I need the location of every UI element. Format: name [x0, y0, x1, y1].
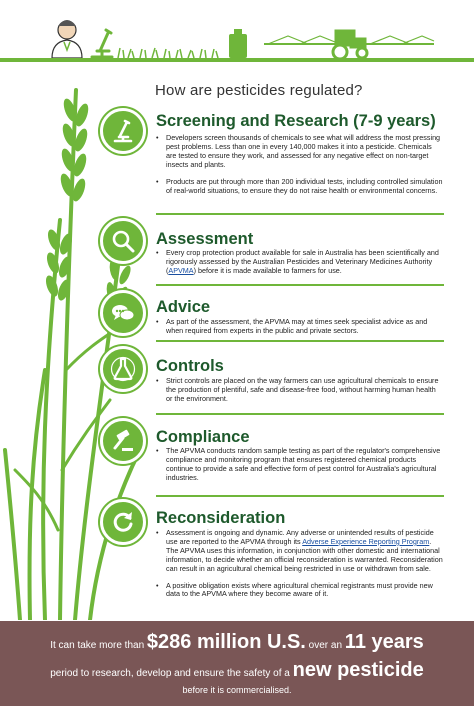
footer-line-3: before it is commercialised.	[182, 685, 292, 695]
adverse-experience-link[interactable]: Adverse Experience Reporting Program	[302, 536, 430, 546]
speech-bubbles-icon	[100, 290, 146, 336]
canister-icon	[229, 29, 247, 58]
footer-text: period to research, develop and ensure the safety of a	[50, 668, 293, 679]
section-title: Screening and Research (7-9 years)	[156, 112, 436, 130]
footer-line-2	[0, 659, 474, 682]
footer-text: It can take more than	[50, 640, 147, 651]
bullet-list	[156, 377, 444, 412]
bullet-item: • Products are put through more than 200 individual tests, including controlled simulation of real-world situations, to ensure they do not raise health or environmental concerns.	[156, 178, 444, 196]
bullet-text: Every crop protection product available for sale in Australia has been scientifically and rigorously assessed by the Australian Pesticides and Veterinary Medicines Authority (	[166, 248, 439, 275]
bullet-list	[156, 447, 444, 491]
scientist-icon	[52, 20, 82, 58]
bullet-item: • A positive obligation exists where agricultural chemical registrants must provide new data to the APVMA where they become aware of it.	[156, 582, 444, 600]
bullet-list	[156, 134, 444, 203]
grass	[118, 48, 218, 58]
bullet-item	[156, 249, 444, 276]
footer-line-1	[0, 631, 474, 654]
footer-cost: $286 million U.S.	[146, 631, 306, 653]
apvma-link[interactable]: APVMA	[168, 265, 194, 275]
section-title: Reconsideration	[156, 509, 286, 527]
section-reconsideration	[100, 499, 444, 619]
refresh-arrow-icon	[100, 499, 146, 545]
section-title: Advice	[156, 298, 211, 316]
microscope-icon	[92, 30, 112, 57]
gavel-icon	[100, 418, 146, 464]
footer-duration: 11 years	[344, 631, 424, 653]
section-title: Controls	[156, 357, 224, 375]
section-title: Assessment	[156, 230, 254, 248]
bullet-item: • The APVMA conducts random sample testing as part of the regulator's comprehensive compliance and monitoring program that ensures registered chemical products continue to provide a safe and effective form of pest control for Australia's agricultural industries.	[156, 447, 444, 483]
section-screening	[100, 106, 444, 226]
section-divider	[156, 213, 444, 215]
bullet-item	[156, 529, 444, 574]
flask-icon	[100, 346, 146, 392]
bullet-item: • Developers screen thousands of chemicals to see what will address the most pressing pest problems. Less than one in every 140,000 makes it into a pesticide. Chemicals are tested to ensure they work, and assessed for any negative effect on non-target insects and plants.	[156, 134, 444, 170]
bullet-text: ) before it is made available to farmers for use.	[193, 265, 342, 275]
bullet-text: Assessment is ongoing and dynamic. Any adverse or unintended results of pesticide use are reported to the APVMA through its	[166, 528, 434, 546]
bullet-list	[156, 249, 444, 284]
footer-new-pesticide: new pesticide	[292, 659, 424, 681]
page-title: How are pesticides regulated?	[155, 82, 363, 99]
section-divider	[156, 284, 444, 286]
magnifier-icon	[100, 218, 146, 264]
tractor-sprayer-icon	[264, 30, 434, 59]
section-compliance	[100, 418, 444, 498]
bullet-list	[156, 529, 444, 607]
section-divider	[156, 340, 444, 342]
bullet-text: . The APVMA uses this information, in conjunction with other domestic and international information, to decide whether an official reconsideration is warranted. Reconsideration can result in an agricultural chemical being restricted in use or withdrawn from sale.	[166, 536, 443, 573]
section-assessment	[100, 218, 444, 288]
section-controls	[100, 346, 444, 416]
header-divider	[0, 58, 474, 62]
footer-banner	[0, 621, 474, 706]
section-divider	[156, 413, 444, 415]
footer-text: over an	[305, 640, 345, 651]
bullet-item: • As part of the assessment, the APVMA may at times seek specialist advice as and when required from experts in the public and private sectors.	[156, 318, 444, 336]
bullet-item: • Strict controls are placed on the way farmers can use agricultural chemicals to ensure the production of plentiful, safe and disease-free food, without harming human health or the environment.	[156, 377, 444, 404]
section-advice	[100, 290, 444, 345]
section-divider	[156, 495, 444, 497]
section-title: Compliance	[156, 428, 250, 446]
microscope-icon	[100, 108, 146, 154]
